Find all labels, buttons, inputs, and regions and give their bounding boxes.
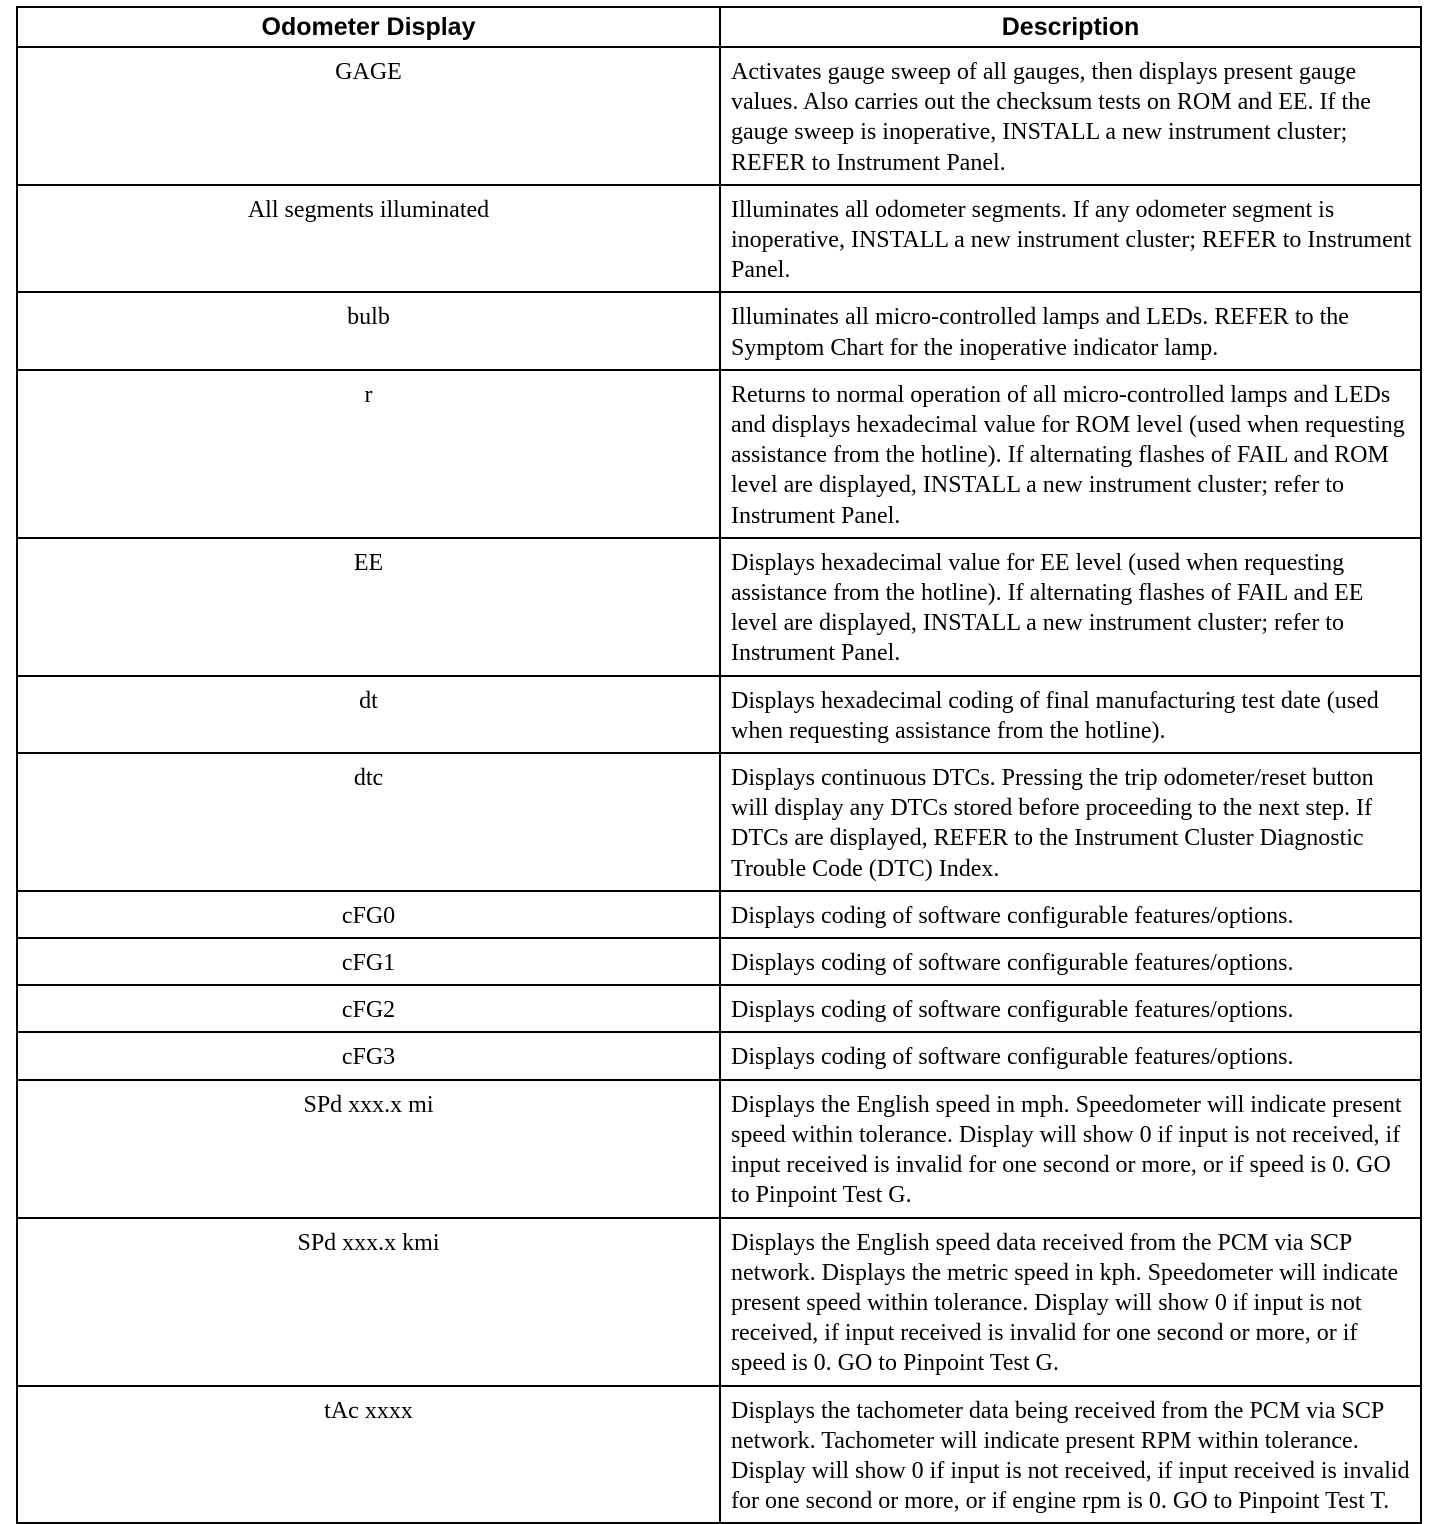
table-row [17, 292, 1421, 369]
odometer-display-cell: SPd xxx.x kmi [17, 1218, 720, 1386]
odometer-display-cell: GAGE [17, 47, 720, 185]
description-cell: Displays the English speed data received from the PCM via SCP network. Displays the metric speed in kph. Speedometer will indicate present speed within tolerance. Display will show 0 if input is not received, if input received is invalid for one second or more, or if speed is 0. GO to Pinpoint Test G. [720, 1218, 1421, 1386]
table-row [17, 891, 1421, 938]
description-cell: Displays coding of software configurable features/options. [720, 1032, 1421, 1079]
odometer-display-cell: SPd xxx.x mi [17, 1080, 720, 1218]
odometer-display-cell: cFG2 [17, 985, 720, 1032]
odometer-display-cell: dt [17, 676, 720, 753]
description-cell: Displays hexadecimal value for EE level (used when requesting assistance from the hotline). If alternating flashes of FAIL and EE level are displayed, INSTALL a new instrument cluster; refer to Instrument Panel. [720, 538, 1421, 676]
description-cell: Displays coding of software configurable features/options. [720, 891, 1421, 938]
description-cell: Displays the tachometer data being received from the PCM via SCP network. Tachometer will indicate present RPM within tolerance. Display will show 0 if input is not received, if input received is invalid for one second or more, or if engine rpm is 0. GO to Pinpoint Test T. [720, 1386, 1421, 1524]
table-row [17, 185, 1421, 293]
table-row [17, 370, 1421, 538]
table-row [17, 1080, 1421, 1218]
description-cell: Illuminates all micro-controlled lamps and LEDs. REFER to the Symptom Chart for the inoperative indicator lamp. [720, 292, 1421, 369]
description-cell: Displays the English speed in mph. Speedometer will indicate present speed within tolerance. Display will show 0 if input is not received, if input received is invalid for one second or more, or if speed is 0. GO to Pinpoint Test G. [720, 1080, 1421, 1218]
description-cell: Displays coding of software configurable features/options. [720, 938, 1421, 985]
table-row [17, 538, 1421, 676]
column-header-odometer-display: Odometer Display [17, 7, 720, 47]
table-header-row [17, 7, 1421, 47]
odometer-display-table [16, 6, 1422, 1524]
odometer-display-cell: dtc [17, 753, 720, 891]
table-row [17, 938, 1421, 985]
table-row [17, 1218, 1421, 1386]
description-cell: Displays coding of software configurable features/options. [720, 985, 1421, 1032]
description-cell: Displays hexadecimal coding of final manufacturing test date (used when requesting assistance from the hotline). [720, 676, 1421, 753]
description-cell: Activates gauge sweep of all gauges, then displays present gauge values. Also carries out the checksum tests on ROM and EE. If the gauge sweep is inoperative, INSTALL a new instrument cluster; REFER to Instrument Panel. [720, 47, 1421, 185]
table-row [17, 1032, 1421, 1079]
odometer-display-cell: cFG1 [17, 938, 720, 985]
description-cell: Displays continuous DTCs. Pressing the trip odometer/reset button will display any DTCs stored before proceeding to the next step. If DTCs are displayed, REFER to the Instrument Cluster Diagnostic Trouble Code (DTC) Index. [720, 753, 1421, 891]
description-cell: Returns to normal operation of all micro-controlled lamps and LEDs and displays hexadecimal value for ROM level (used when requesting assistance from the hotline). If alternating flashes of FAIL and ROM level are displayed, INSTALL a new instrument cluster; refer to Instrument Panel. [720, 370, 1421, 538]
column-header-description: Description [720, 7, 1421, 47]
table-row [17, 753, 1421, 891]
odometer-display-cell: tAc xxxx [17, 1386, 720, 1524]
table-row [17, 47, 1421, 185]
odometer-display-cell: r [17, 370, 720, 538]
table-row [17, 1386, 1421, 1524]
table-row [17, 985, 1421, 1032]
odometer-display-cell: cFG3 [17, 1032, 720, 1079]
odometer-display-cell: cFG0 [17, 891, 720, 938]
odometer-display-cell: bulb [17, 292, 720, 369]
odometer-display-cell: All segments illuminated [17, 185, 720, 293]
description-cell: Illuminates all odometer segments. If any odometer segment is inoperative, INSTALL a new instrument cluster; REFER to Instrument Panel. [720, 185, 1421, 293]
odometer-display-cell: EE [17, 538, 720, 676]
table-row [17, 676, 1421, 753]
